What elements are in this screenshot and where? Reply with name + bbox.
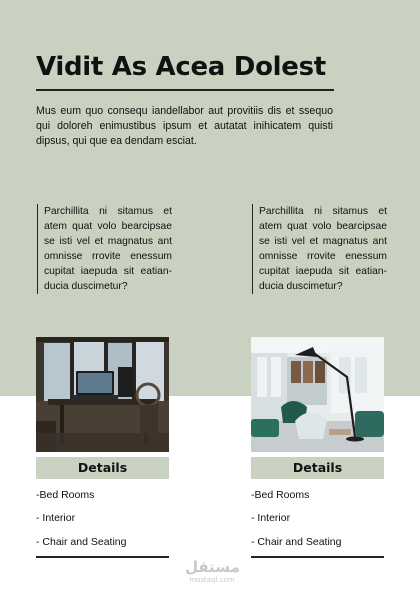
- bottom-rule-left: [36, 556, 169, 558]
- list-item: - Chair and Seating: [251, 535, 342, 548]
- details-heading-right: Details: [251, 457, 384, 479]
- list-item: -Bed Rooms: [251, 489, 310, 501]
- list-item: -Bed Rooms: [36, 489, 95, 501]
- title-underline: [36, 89, 334, 91]
- feature-list-right: [251, 488, 391, 558]
- list-item: - Interior: [251, 512, 291, 525]
- details-heading-left: Details: [36, 457, 169, 479]
- pull-quote-left: Parchillita ni sitamus et atem quat volo bearcipsae se isti vel et magnatus ant omnisse rrovite enessum cupitat iaepuda sit eatian-ducia duscimetur?: [37, 204, 172, 294]
- page-title: Vidit As Acea Dolest: [36, 52, 326, 82]
- watermark-logo: [185, 558, 239, 585]
- bottom-rule-right: [251, 556, 384, 558]
- list-item: - Chair and Seating: [36, 535, 127, 548]
- pull-quote-right: Parchillita ni sitamus et atem quat volo bearcipsae se isti vel et magnatus ant omnisse rrovite enessum cupitat iaepuda sit eatian-ducia duscimetur?: [252, 204, 387, 294]
- feature-list-left: [36, 488, 176, 558]
- watermark-latin: mostaql.com: [189, 576, 235, 584]
- intro-paragraph: Mus eum quo consequ iandellabor aut provitiis dis et ssequo qui doloreh enimustibus ipsum et autatat inihicatem quisti dipsus, qui que ea dendam esciat.: [36, 105, 333, 147]
- watermark-arabic: مستقل: [185, 558, 240, 576]
- living-room-photo: [251, 337, 384, 452]
- office-desk-photo: [36, 337, 169, 452]
- list-item: - Interior: [36, 512, 76, 525]
